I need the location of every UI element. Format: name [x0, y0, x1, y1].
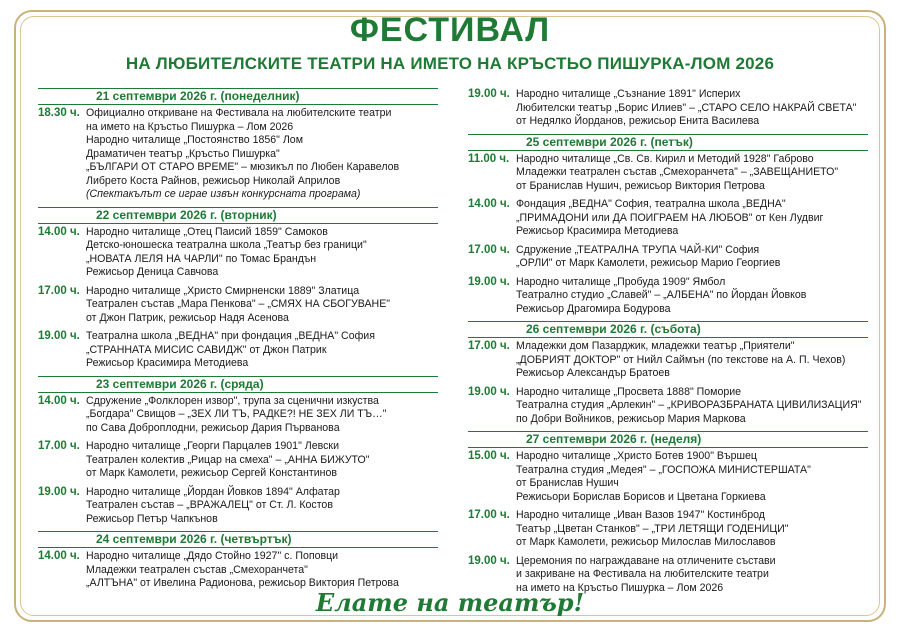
event-details	[516, 386, 868, 427]
event-line: Детско-юношеска театрална школа „Театър без граници"	[86, 239, 367, 251]
event-details	[516, 88, 868, 129]
event-line: Театър „Цветан Станков" – „ТРИ ЛЕТЯЩИ ГОДЕНИЦИ"	[516, 522, 789, 535]
event-line: Либрето Коста Райнов, режисьор Николай Априлов	[86, 174, 341, 187]
event-line: „ДОБРИЯТ ДОКТОР" от Нийл Саймън (по текстове на А. П. Чехов)	[516, 353, 846, 366]
event-line: Младежки театрален състав „Смехоранчета"	[86, 563, 308, 576]
event-line: Театрална студия „Медея" – „ГОСПОЖА МИНИСТЕРШАТА"	[516, 463, 811, 476]
schedule-event	[38, 107, 438, 202]
event-details	[516, 198, 868, 239]
event-time: 17.00 ч.	[38, 440, 80, 452]
event-line: по Сава Доброплодни, режисьор Дария Първанова	[86, 421, 340, 434]
day-header: 27 септември 2026 г. (неделя)	[468, 431, 868, 448]
event-line: от Бранислав Нушич, режисьор Виктория Петрова	[516, 179, 765, 192]
event-line: Народно читалище „Христо Смирненски 1889" Златица	[86, 284, 360, 297]
event-details	[516, 276, 868, 317]
event-line: на името на Кръстьо Пишурка – Лом 2026	[86, 120, 294, 133]
event-line: и закриване на Фестивала на любителските театри	[516, 568, 769, 580]
event-line: „ОРЛИ" от Марк Камолети, режисьор Марио Георгиев	[516, 257, 781, 269]
event-details	[86, 550, 438, 591]
event-line: Народно читалище „Просвета 1888" Поморие	[516, 385, 742, 398]
schedule-event	[468, 244, 868, 271]
event-details	[86, 330, 438, 371]
schedule-event	[468, 340, 868, 381]
day-header: 25 септември 2026 г. (петък)	[468, 134, 868, 151]
schedule-event	[468, 509, 868, 550]
event-time: 17.00 ч.	[468, 243, 510, 256]
event-line: Народно читалище „Христо Ботев 1900" Вършец	[516, 450, 757, 462]
schedule-event	[468, 153, 868, 194]
event-time: 19.00 ч.	[468, 385, 510, 398]
event-line: Младежки дом Пазарджик, младежки театър „Приятели"	[516, 340, 795, 352]
event-line: Режисьор Петър Чапкънов	[86, 512, 218, 525]
schedule-event	[468, 198, 868, 239]
event-line: Народно читалище „Иван Вазов 1947" Костинброд	[516, 509, 765, 521]
event-time: 19.00 ч.	[468, 275, 510, 288]
event-line: от Марк Камолети, режисьор Милослав Милославов	[516, 536, 776, 548]
day-header: 23 септември 2026 г. (сряда)	[38, 376, 438, 393]
event-line: „СТРАННАТА МИСИС САВИДЖ" от Джон Патрик	[86, 343, 327, 356]
event-line: Режисьори Борислав Борисов и Цветана Горкиева	[516, 490, 766, 503]
schedule-event	[38, 226, 438, 280]
schedule-column-left	[38, 88, 438, 596]
event-details	[516, 153, 868, 194]
schedule-event	[38, 550, 438, 591]
schedule-event	[468, 386, 868, 427]
event-line: Народно читалище „Георги Парцалев 1901" Левски	[86, 440, 339, 452]
event-line: Режисьор Красимира Методиева	[86, 357, 249, 369]
event-time: 19.00 ч.	[468, 554, 510, 567]
event-line: Драматичен театър „Кръстьо Пишурка"	[86, 147, 280, 160]
event-line: от Марк Камолети, режисьор Сергей Константинов	[86, 467, 337, 479]
schedule-event	[468, 276, 868, 317]
event-time: 19.00 ч.	[38, 485, 80, 498]
event-line: „ПРИМАДОНИ или ДА ПОИГРАЕМ НА ЛЮБОВ" от Кен Лудвиг	[516, 211, 824, 224]
event-line: Народно читалище „Съзнание 1891" Исперих	[516, 88, 741, 100]
event-details	[86, 226, 438, 280]
event-line: от Бранислав Нушич	[516, 477, 619, 489]
event-line: Народно читалище „Дядо Стойно 1927" с. Поповци	[86, 550, 339, 562]
event-line: Народно читалище „Отец Паисий 1859" Самоков	[86, 225, 328, 238]
event-time: 14.00 ч.	[38, 394, 80, 407]
event-line: „НОВАТА ЛЕЛЯ НА ЧАРЛИ" по Томас Брандън	[86, 252, 317, 265]
event-time: 14.00 ч.	[38, 550, 80, 562]
event-line: „БЪЛГАРИ ОТ СТАРО ВРЕМЕ" – мюзикъл по Любен Каравелов	[86, 161, 400, 173]
event-line: Театрален състав – „ВРАЖАЛЕЦ" от Ст. Л. Костов	[86, 499, 333, 511]
event-line: Сдружение „ТЕАТРАЛНА ТРУПА ЧАЙ-КИ" София	[516, 243, 760, 256]
event-details	[516, 340, 868, 381]
schedule-event	[38, 285, 438, 326]
event-details	[86, 107, 438, 202]
event-line: Официално откриване на Фестивала на любителските театри	[86, 107, 392, 119]
event-details	[86, 486, 438, 527]
day-header: 26 септември 2026 г. (събота)	[468, 321, 868, 338]
event-line: по Добри Войников, режисьор Мария Маркова	[516, 412, 746, 425]
event-line: Режисьор Красимира Методиева	[516, 225, 679, 237]
event-line: от Недялко Йорданов, режисьор Енита Василева	[516, 115, 760, 127]
event-line: „АЛТЪНА" от Ивелина Радионова, режисьор Виктория Петрова	[86, 577, 399, 589]
event-line: „Богдара" Свищов – „ЗЕХ ЛИ ТЪ, РАДКЕ?! НЕ ЗЕХ ЛИ ТЪ…"	[86, 408, 387, 420]
event-details	[86, 285, 438, 326]
event-line: Фондация „ВЕДНА" София, театрална школа „ВЕДНА"	[516, 198, 786, 210]
event-line: Театрално студио „Славей" – „АЛБЕНА" по Йордан Йовков	[516, 289, 807, 301]
event-line: Театрална студия „Арлекин" – „КРИВОРАЗБРАНАТА ЦИВИЛИЗАЦИЯ"	[516, 399, 862, 411]
event-line: Театрална школа „ВЕДНА" при фондация „ВЕДНА" София	[86, 330, 375, 342]
event-line: Народно читалище „Постоянство 1856" Лом	[86, 134, 303, 146]
event-line: Режисьор Деница Савчова	[86, 266, 219, 278]
event-line: Сдружение „Фолклорен извор", трупа за сценични изкуства	[86, 394, 379, 407]
footer-slogan: Елате на театър!	[315, 588, 585, 617]
event-time: 19.00 ч.	[468, 88, 510, 100]
event-line: Театрален състав „Мара Пенкова" – „СМЯХ НА СБОГУВАНЕ"	[86, 298, 391, 310]
event-time: 15.00 ч.	[468, 450, 510, 462]
schedule-event	[38, 440, 438, 481]
event-line: Театрален колектив „Рицар на смеха" – „АННА БИЖУТО"	[86, 453, 370, 466]
event-line: (Спектакълът се играе извън конкурсната програма)	[86, 188, 361, 200]
schedule-event	[38, 486, 438, 527]
page-title: ФЕСТИВАЛ	[349, 11, 551, 49]
event-time: 19.00 ч.	[38, 330, 80, 342]
event-time: 14.00 ч.	[38, 225, 80, 238]
day-header: 21 септември 2026 г. (понеделник)	[38, 88, 438, 105]
event-time: 18.30 ч.	[38, 107, 80, 119]
event-details	[516, 244, 868, 271]
event-line: Любителски театър „Борис Илиев" – „СТАРО СЕЛО НАКРАЙ СВЕТА"	[516, 101, 857, 114]
event-time: 11.00 ч.	[468, 152, 510, 165]
event-line: Народно читалище „Св. Св. Кирил и Методий 1928" Габрово	[516, 152, 814, 165]
event-line: Младежки театрален състав „Смехоранчета" – „ЗАВЕЩАНИЕТО"	[516, 166, 839, 178]
day-header: 24 септември 2026 г. (четвъртък)	[38, 531, 438, 548]
event-line: Народно читалище „Пробуда 1909" Ямбол	[516, 275, 726, 288]
event-time: 17.00 ч.	[38, 284, 80, 297]
event-line: Церемония по награждаване на отличените състави	[516, 554, 776, 567]
event-time: 17.00 ч.	[468, 509, 510, 521]
schedule-event	[38, 330, 438, 371]
event-line: на името на Кръстьо Пишурка – Лом 2026	[516, 581, 724, 594]
event-details	[86, 395, 438, 436]
schedule-event	[468, 88, 868, 129]
page-subtitle: НА ЛЮБИТЕЛСКИТЕ ТЕАТРИ НА ИМЕТО НА КРЪСТЬО ПИШУРКА-ЛОМ 2026	[125, 54, 775, 73]
schedule-event	[468, 450, 868, 504]
day-header: 22 септември 2026 г. (вторник)	[38, 207, 438, 224]
event-line: Режисьор Александър Братоев	[516, 367, 670, 379]
event-details	[86, 440, 438, 481]
event-line: Режисьор Драгомира Бодурова	[516, 302, 671, 315]
event-line: от Джон Патрик, режисьор Надя Асенова	[86, 311, 289, 324]
event-line: Народно читалище „Йордан Йовков 1894" Алфатар	[86, 485, 340, 498]
schedule-event	[38, 395, 438, 436]
event-details	[516, 450, 868, 504]
event-details	[516, 509, 868, 550]
event-time: 14.00 ч.	[468, 198, 510, 210]
schedule-column-right	[468, 88, 868, 600]
event-time: 17.00 ч.	[468, 340, 510, 352]
